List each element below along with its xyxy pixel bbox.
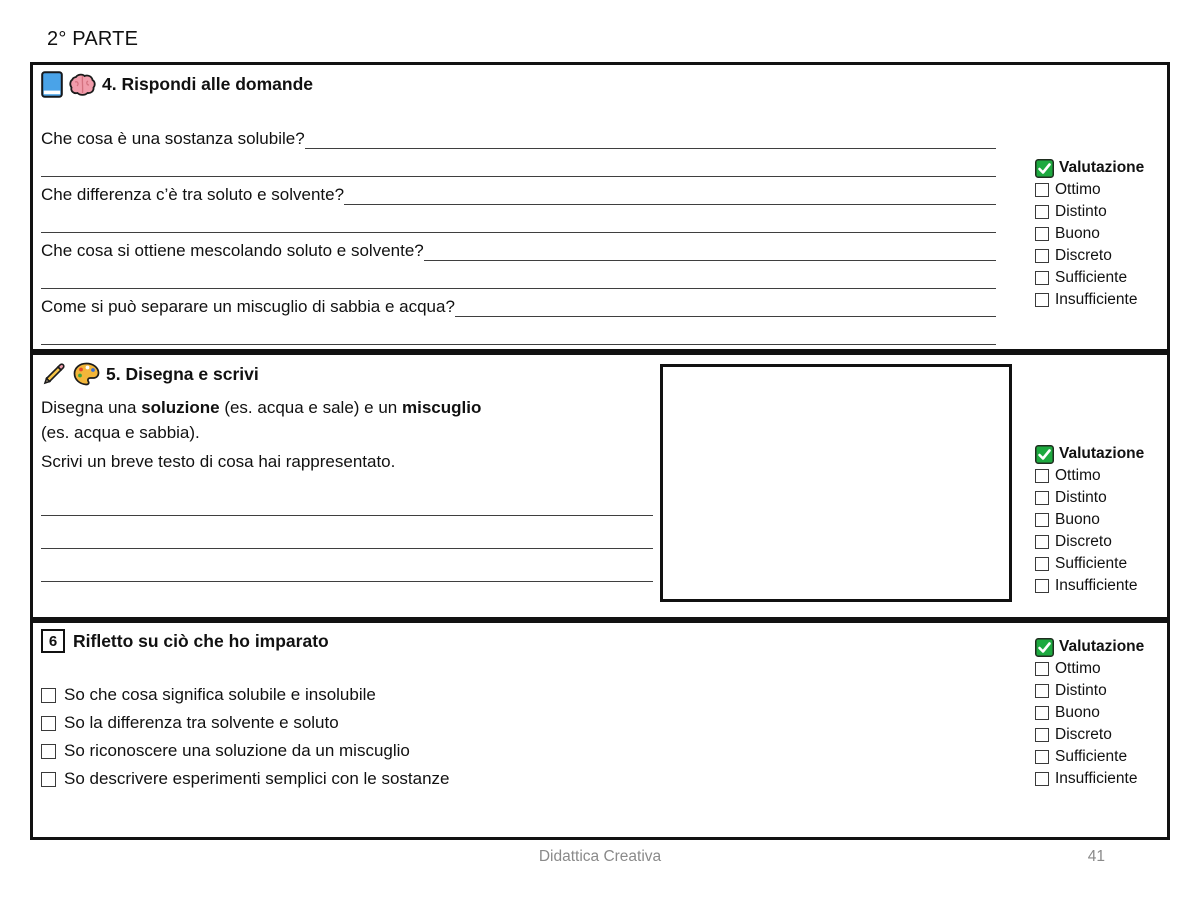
writing-line[interactable] bbox=[41, 520, 653, 549]
question-text: Che cosa si ottiene mescolando soluto e solvente? bbox=[41, 241, 424, 260]
checklist-label: So riconoscere una soluzione da un miscuglio bbox=[64, 741, 410, 760]
valutazione-option bbox=[1035, 245, 1169, 267]
empty-checkbox-icon[interactable] bbox=[1035, 728, 1049, 742]
writing-line[interactable] bbox=[41, 487, 653, 516]
option-label: Buono bbox=[1055, 511, 1100, 528]
empty-checkbox-icon[interactable] bbox=[1035, 205, 1049, 219]
valutazione-option bbox=[1035, 658, 1169, 680]
empty-checkbox-icon[interactable] bbox=[1035, 750, 1049, 764]
empty-checkbox-icon[interactable] bbox=[1035, 513, 1049, 527]
question-text: Come si può separare un miscuglio di sabbia e acqua? bbox=[41, 297, 455, 316]
answer-line[interactable] bbox=[344, 181, 996, 205]
empty-checkbox-icon[interactable] bbox=[1035, 227, 1049, 241]
option-label: Insufficiente bbox=[1055, 291, 1138, 308]
valutazione-option bbox=[1035, 746, 1169, 768]
checklist-item bbox=[41, 709, 450, 737]
section-6-heading: Rifletto su ciò che ho imparato bbox=[73, 630, 329, 651]
valutazione-option bbox=[1035, 465, 1169, 487]
checklist-item bbox=[41, 681, 450, 709]
valutazione-panel bbox=[1035, 157, 1169, 311]
empty-checkbox-icon[interactable] bbox=[1035, 271, 1049, 285]
empty-checkbox-icon[interactable] bbox=[1035, 557, 1049, 571]
valutazione-panel bbox=[1035, 443, 1169, 597]
footer-brand: Didattica Creativa bbox=[538, 848, 662, 865]
self-assessment-checklist bbox=[41, 681, 450, 793]
valutazione-header bbox=[1035, 157, 1169, 179]
blue-book-icon bbox=[41, 71, 63, 98]
empty-checkbox-icon[interactable] bbox=[1035, 249, 1049, 263]
instruction-line-1: Disegna una soluzione (es. acqua e sale) e un miscuglio bbox=[41, 398, 482, 417]
brain-icon bbox=[69, 73, 96, 96]
valutazione-option bbox=[1035, 509, 1169, 531]
option-label: Buono bbox=[1055, 704, 1100, 721]
empty-checkbox-icon[interactable] bbox=[1035, 662, 1049, 676]
valutazione-option bbox=[1035, 289, 1169, 311]
empty-checkbox-icon[interactable] bbox=[1035, 535, 1049, 549]
valutazione-option bbox=[1035, 223, 1169, 245]
question-text: Che cosa è una sostanza solubile? bbox=[41, 129, 305, 148]
option-label: Distinto bbox=[1055, 682, 1107, 699]
valutazione-header bbox=[1035, 443, 1169, 465]
answer-line[interactable] bbox=[41, 153, 996, 177]
answer-continuation-row bbox=[41, 265, 996, 293]
valutazione-option bbox=[1035, 201, 1169, 223]
pencil-icon bbox=[41, 361, 67, 387]
answer-continuation-row bbox=[41, 153, 996, 181]
checklist-label: So che cosa significa solubile e insolubile bbox=[64, 685, 376, 704]
footer-page-number: 41 bbox=[1087, 848, 1105, 865]
valutazione-option bbox=[1035, 575, 1169, 597]
bold-miscuglio: miscuglio bbox=[401, 398, 482, 417]
section-4-rispondi bbox=[30, 62, 1170, 352]
answer-line[interactable] bbox=[424, 237, 996, 261]
empty-checkbox-icon[interactable] bbox=[41, 688, 56, 703]
bold-soluzione: soluzione bbox=[141, 398, 220, 417]
empty-checkbox-icon[interactable] bbox=[1035, 469, 1049, 483]
option-label: Buono bbox=[1055, 225, 1100, 242]
valutazione-option bbox=[1035, 768, 1169, 790]
answer-line[interactable] bbox=[455, 293, 996, 317]
option-label: Distinto bbox=[1055, 489, 1107, 506]
section-4-heading: 4. Rispondi alle domande bbox=[102, 74, 314, 94]
empty-checkbox-icon[interactable] bbox=[1035, 772, 1049, 786]
answer-continuation-row bbox=[41, 321, 996, 349]
question-row bbox=[41, 181, 996, 209]
drawing-box[interactable] bbox=[660, 364, 1012, 602]
empty-checkbox-icon[interactable] bbox=[41, 716, 56, 731]
question-row bbox=[41, 293, 996, 321]
valutazione-label: Valutazione bbox=[1059, 159, 1145, 176]
section-5-title bbox=[41, 361, 259, 387]
empty-checkbox-icon[interactable] bbox=[41, 744, 56, 759]
option-label: Ottimo bbox=[1055, 181, 1101, 198]
checklist-label: So la differenza tra solvente e soluto bbox=[64, 713, 339, 732]
question-text: Che differenza c’è tra soluto e solvente? bbox=[41, 185, 345, 204]
section-number-box: 6 bbox=[41, 629, 65, 653]
part-label: 2° PARTE bbox=[47, 28, 139, 50]
writing-row bbox=[41, 487, 653, 520]
valutazione-option bbox=[1035, 680, 1169, 702]
section-6-title bbox=[41, 629, 329, 653]
writing-lines bbox=[41, 487, 653, 586]
empty-checkbox-icon[interactable] bbox=[1035, 579, 1049, 593]
green-checked-checkbox-icon bbox=[1035, 159, 1054, 178]
writing-row bbox=[41, 520, 653, 553]
instruction-line-2: (es. acqua e sabbia). bbox=[41, 423, 200, 442]
section-6-rifletto bbox=[30, 620, 1170, 840]
checklist-item bbox=[41, 765, 450, 793]
valutazione-option bbox=[1035, 487, 1169, 509]
green-checked-checkbox-icon bbox=[1035, 445, 1054, 464]
valutazione-label: Valutazione bbox=[1059, 445, 1145, 462]
empty-checkbox-icon[interactable] bbox=[1035, 491, 1049, 505]
section-5-heading: 5. Disegna e scrivi bbox=[106, 363, 259, 384]
option-label: Insufficiente bbox=[1055, 770, 1138, 787]
valutazione-option bbox=[1035, 267, 1169, 289]
option-label: Sufficiente bbox=[1055, 269, 1128, 286]
option-label: Discreto bbox=[1055, 726, 1112, 743]
question-row bbox=[41, 237, 996, 265]
answer-continuation-row bbox=[41, 209, 996, 237]
empty-checkbox-icon[interactable] bbox=[41, 772, 56, 787]
writing-row bbox=[41, 553, 653, 586]
artist-palette-icon bbox=[73, 362, 100, 386]
empty-checkbox-icon[interactable] bbox=[1035, 706, 1049, 720]
answer-line[interactable] bbox=[41, 265, 996, 289]
valutazione-option bbox=[1035, 531, 1169, 553]
valutazione-header bbox=[1035, 636, 1169, 658]
valutazione-option bbox=[1035, 724, 1169, 746]
option-label: Ottimo bbox=[1055, 660, 1101, 677]
answer-line[interactable] bbox=[305, 125, 996, 149]
empty-checkbox-icon[interactable] bbox=[1035, 684, 1049, 698]
section-5-instructions bbox=[41, 395, 656, 474]
option-label: Discreto bbox=[1055, 247, 1112, 264]
instruction-line-3: Scrivi un breve testo di cosa hai rappresentato. bbox=[41, 452, 396, 471]
checklist-label: So descrivere esperimenti semplici con le sostanze bbox=[64, 769, 450, 788]
option-label: Sufficiente bbox=[1055, 748, 1128, 765]
answer-line[interactable] bbox=[41, 209, 996, 233]
valutazione-option bbox=[1035, 179, 1169, 201]
writing-line[interactable] bbox=[41, 553, 653, 582]
question-row bbox=[41, 125, 996, 153]
section-5-disegna bbox=[30, 352, 1170, 620]
option-label: Distinto bbox=[1055, 203, 1107, 220]
option-label: Discreto bbox=[1055, 533, 1112, 550]
valutazione-label: Valutazione bbox=[1059, 638, 1145, 655]
valutazione-option bbox=[1035, 702, 1169, 724]
option-label: Ottimo bbox=[1055, 467, 1101, 484]
answer-line[interactable] bbox=[41, 321, 996, 345]
green-checked-checkbox-icon bbox=[1035, 638, 1054, 657]
section-4-title bbox=[41, 71, 313, 98]
checklist-item bbox=[41, 737, 450, 765]
option-label: Sufficiente bbox=[1055, 555, 1128, 572]
empty-checkbox-icon[interactable] bbox=[1035, 183, 1049, 197]
questions-area bbox=[41, 125, 996, 349]
valutazione-panel bbox=[1035, 636, 1169, 790]
empty-checkbox-icon[interactable] bbox=[1035, 293, 1049, 307]
option-label: Insufficiente bbox=[1055, 577, 1138, 594]
valutazione-option bbox=[1035, 553, 1169, 575]
